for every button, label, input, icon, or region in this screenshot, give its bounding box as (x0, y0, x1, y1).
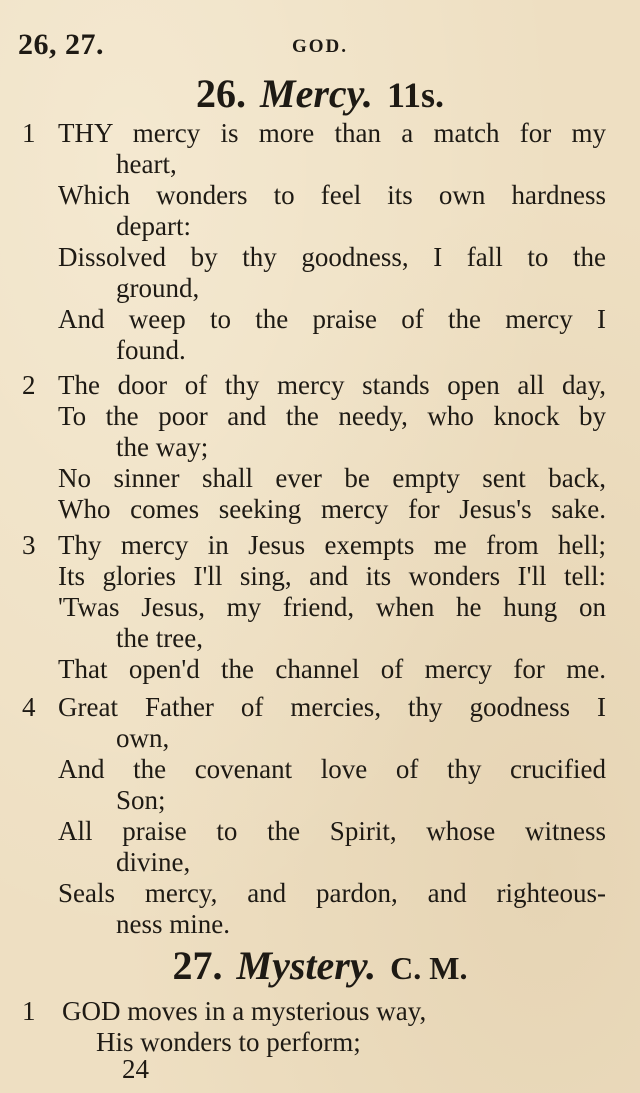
hymn-26-meter: 11s. (386, 75, 444, 115)
verse-line: Son; (116, 785, 166, 815)
verse-line: The door of thy mercy stands open all day, (58, 370, 606, 400)
verse-line: GOD moves in a mysterious way, (62, 996, 427, 1026)
verse-line: No sinner shall ever be empty sent back, (58, 463, 606, 493)
verse-line: That open'd the channel of mercy for me. (58, 654, 606, 684)
hymn-26-number: 26. (196, 71, 247, 116)
hymn-27-number: 27. (172, 943, 223, 988)
verse-line: And weep to the praise of the mercy I (58, 304, 606, 334)
verse-line: Great Father of mercies, thy goodness I (58, 692, 606, 722)
verse-line: All praise to the Spirit, whose witness (58, 816, 606, 846)
verse-line: Thy mercy in Jesus exempts me from hell; (58, 530, 606, 560)
verse-line: found. (116, 335, 186, 365)
verse-line: 'Twas Jesus, my friend, when he hung on (58, 592, 606, 622)
verse-line: Its glories I'll sing, and its wonders I'll tell: (58, 561, 606, 591)
verse-line: heart, (116, 149, 177, 179)
verse-line: ground, (116, 273, 200, 303)
verse-line: the way; (116, 432, 209, 462)
verse-line: Who comes seeking mercy for Jesus's sake. (58, 494, 606, 524)
stanza-number: 1 (22, 118, 36, 148)
verse-line: divine, (116, 847, 191, 877)
hymn-27-name: Mystery. (236, 943, 377, 988)
verse-line: And the covenant love of thy crucified (58, 754, 606, 784)
verse-line: ness mine. (116, 909, 230, 939)
verse-line: His wonders to perform; (96, 1027, 361, 1057)
verse-line: the tree, (116, 623, 203, 653)
verse-line: own, (116, 723, 170, 753)
section-heading: GOD. (291, 36, 349, 57)
verse-line: Dissolved by thy goodness, I fall to the (58, 242, 606, 272)
signature-mark: 24 (122, 1054, 149, 1084)
stanza-number: 2 (22, 370, 36, 400)
verse-line: depart: (116, 211, 191, 241)
hymn-26-title (0, 70, 640, 117)
hymn-27-meter: C. M. (390, 950, 468, 986)
verse-line: To the poor and the needy, who knock by (58, 401, 606, 431)
hymn-26-name: Mercy. (260, 71, 373, 116)
verse-line: THY mercy is more than a match for my (58, 118, 606, 148)
stanza-number: 4 (22, 692, 36, 722)
verse-line: Which wonders to feel its own hardness (58, 180, 606, 210)
page-numbers: 26, 27. (18, 28, 104, 61)
stanza-number: 1 (22, 996, 36, 1026)
running-head (0, 28, 640, 64)
stanza-number: 3 (22, 530, 36, 560)
hymn-27-title (0, 942, 640, 989)
verse-line: Seals mercy, and pardon, and righteous- (58, 878, 606, 908)
